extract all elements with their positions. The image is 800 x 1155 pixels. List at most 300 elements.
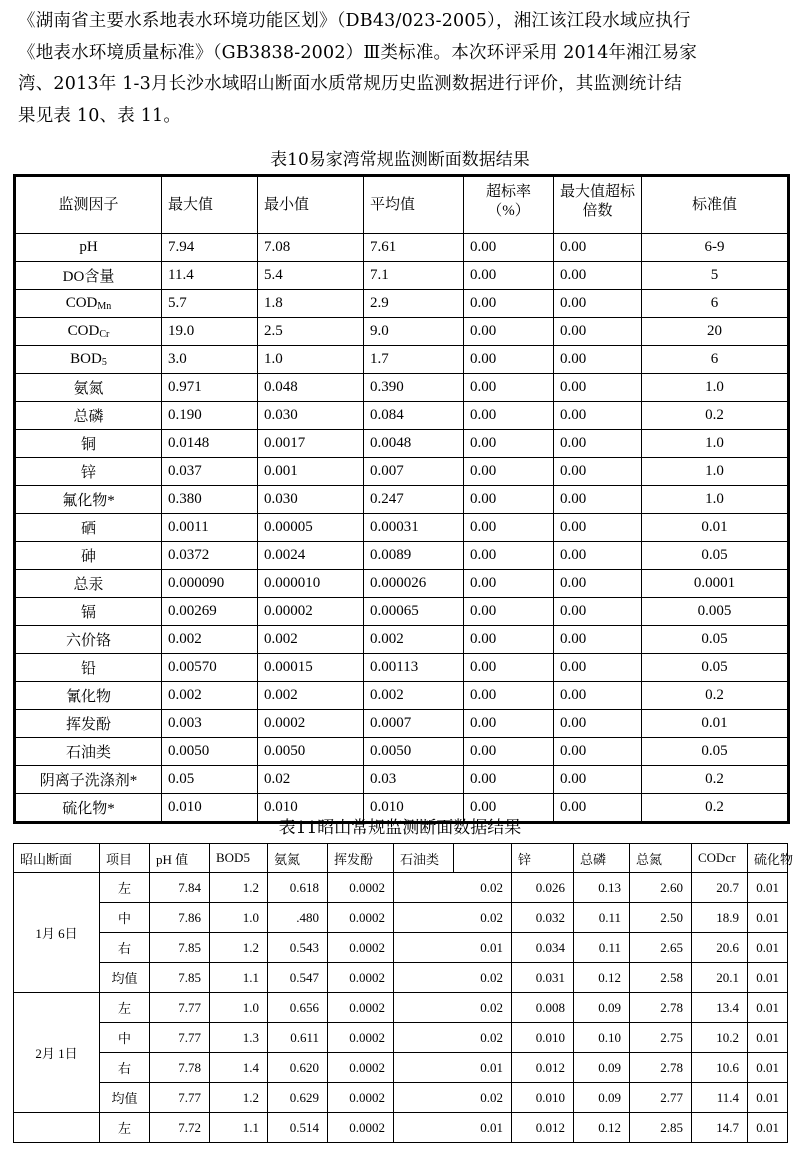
value-cell: 0.05 bbox=[642, 738, 789, 766]
value-cell: 0.0002 bbox=[328, 993, 394, 1023]
value-cell: 0.01 bbox=[748, 1083, 788, 1113]
value-cell: 0.002 bbox=[162, 626, 258, 654]
value-cell: 2.60 bbox=[630, 873, 692, 903]
value-cell: 0.0001 bbox=[642, 570, 789, 598]
value-cell: 0.00 bbox=[554, 738, 642, 766]
value-cell: 1.8 bbox=[258, 290, 364, 318]
date-cell: 2月 1日 bbox=[14, 993, 100, 1113]
value-cell: 10.6 bbox=[692, 1053, 748, 1083]
value-cell: 1.2 bbox=[210, 933, 268, 963]
table11-body bbox=[14, 873, 788, 1143]
value-cell: 0.01 bbox=[394, 933, 512, 963]
value-cell: 0.247 bbox=[364, 486, 464, 514]
factor-cell: 氟化物* bbox=[15, 486, 162, 514]
value-cell: 0.00 bbox=[554, 458, 642, 486]
table-row bbox=[14, 993, 788, 1023]
value-cell: 0.03 bbox=[364, 766, 464, 794]
value-cell: 0.00 bbox=[464, 458, 554, 486]
value-cell: 7.86 bbox=[150, 903, 210, 933]
intro-line: 湾、2013年 1-3月长沙水域昭山断面水质常规历史监测数据进行评价，其监测统计结 bbox=[18, 74, 682, 94]
factor-cell: $COD_{Cr}$ bbox=[15, 318, 162, 346]
value-cell: 2.78 bbox=[630, 1053, 692, 1083]
value-cell: 3.0 bbox=[162, 346, 258, 374]
header-cell: 项目 bbox=[100, 844, 150, 873]
date-cell bbox=[14, 1113, 100, 1143]
value-cell: 0.00269 bbox=[162, 598, 258, 626]
table-row bbox=[15, 290, 789, 318]
value-cell: 20 bbox=[642, 318, 789, 346]
factor-cell: 铅 bbox=[15, 654, 162, 682]
value-cell: 1.0 bbox=[642, 486, 789, 514]
table-row bbox=[15, 766, 789, 794]
value-cell: 0.0148 bbox=[162, 430, 258, 458]
value-cell: 0.00005 bbox=[258, 514, 364, 542]
factor-cell: 石油类 bbox=[15, 738, 162, 766]
value-cell: 0.05 bbox=[642, 654, 789, 682]
value-cell: 1.4 bbox=[210, 1053, 268, 1083]
factor-cell: 硒 bbox=[15, 514, 162, 542]
value-cell: 0.002 bbox=[258, 682, 364, 710]
header-cell: 最小值 bbox=[258, 176, 364, 234]
value-cell: 0.00 bbox=[464, 570, 554, 598]
value-cell: 0.00 bbox=[554, 374, 642, 402]
value-cell: 0.005 bbox=[642, 598, 789, 626]
value-cell: 7.84 bbox=[150, 873, 210, 903]
value-cell: 0.11 bbox=[574, 933, 630, 963]
table11-caption: 表11昭山常规监测断面数据结果 bbox=[278, 818, 522, 838]
value-cell: 0.032 bbox=[512, 903, 574, 933]
factor-cell: 镉 bbox=[15, 598, 162, 626]
intro-line: 《地表水环境质量标准》（GB3838-2002）Ⅲ类标准。本次环评采用 2014年湘江易家 bbox=[18, 42, 698, 63]
value-cell: 0.010 bbox=[364, 794, 464, 823]
value-cell: 18.9 bbox=[692, 903, 748, 933]
value-cell: 0.01 bbox=[748, 1023, 788, 1053]
value-cell: 0.618 bbox=[268, 873, 328, 903]
value-cell: 7.85 bbox=[150, 933, 210, 963]
value-cell: 0.007 bbox=[364, 458, 464, 486]
value-cell: 7.08 bbox=[258, 234, 364, 262]
value-cell: 0.390 bbox=[364, 374, 464, 402]
value-cell: 6 bbox=[642, 346, 789, 374]
value-cell: 10.2 bbox=[692, 1023, 748, 1053]
value-cell: 2.5 bbox=[258, 318, 364, 346]
value-cell: 1.1 bbox=[210, 1113, 268, 1143]
value-cell: 0.02 bbox=[394, 1083, 512, 1113]
value-cell: 0.0048 bbox=[364, 430, 464, 458]
value-cell: 2.50 bbox=[630, 903, 692, 933]
value-cell: 7.78 bbox=[150, 1053, 210, 1083]
table-row bbox=[14, 933, 788, 963]
table-row bbox=[15, 402, 789, 430]
value-cell: 0.037 bbox=[162, 458, 258, 486]
table-row bbox=[15, 262, 789, 290]
value-cell: 0.02 bbox=[394, 1023, 512, 1053]
table-row bbox=[15, 598, 789, 626]
value-cell: 1.1 bbox=[210, 963, 268, 993]
value-cell: 1.3 bbox=[210, 1023, 268, 1053]
value-cell: 0.00 bbox=[554, 262, 642, 290]
value-cell: 0.00 bbox=[464, 710, 554, 738]
intro-paragraph bbox=[18, 6, 788, 132]
value-cell: 0.0002 bbox=[328, 873, 394, 903]
table-row bbox=[14, 1023, 788, 1053]
value-cell: 0.00 bbox=[464, 542, 554, 570]
value-cell: 0.0002 bbox=[328, 1113, 394, 1143]
value-cell: 0.003 bbox=[162, 710, 258, 738]
header-cell bbox=[454, 844, 512, 873]
value-cell: 0.00 bbox=[464, 346, 554, 374]
value-cell: 0.00 bbox=[464, 766, 554, 794]
table-row bbox=[14, 1113, 788, 1143]
value-cell: 0.2 bbox=[642, 682, 789, 710]
value-cell: 0.00 bbox=[464, 654, 554, 682]
value-cell: 0.00 bbox=[554, 234, 642, 262]
table-row bbox=[15, 430, 789, 458]
value-cell: 0.026 bbox=[512, 873, 574, 903]
value-cell: 0.000026 bbox=[364, 570, 464, 598]
factor-cell: $BOD_5$ bbox=[15, 346, 162, 374]
value-cell: 5.4 bbox=[258, 262, 364, 290]
value-cell: 0.514 bbox=[268, 1113, 328, 1143]
value-cell: 0.00031 bbox=[364, 514, 464, 542]
table-row bbox=[14, 1083, 788, 1113]
value-cell: 0.12 bbox=[574, 1113, 630, 1143]
value-cell: 0.01 bbox=[748, 933, 788, 963]
value-cell: 6 bbox=[642, 290, 789, 318]
factor-cell: 六价铬 bbox=[15, 626, 162, 654]
value-cell: 0.01 bbox=[748, 1053, 788, 1083]
value-cell: 0.001 bbox=[258, 458, 364, 486]
value-cell: 0.2 bbox=[642, 402, 789, 430]
value-cell: 0.01 bbox=[642, 514, 789, 542]
value-cell: 0.00 bbox=[464, 430, 554, 458]
value-cell: 0.190 bbox=[162, 402, 258, 430]
value-cell: 0.00 bbox=[464, 794, 554, 823]
value-cell: 0.05 bbox=[162, 766, 258, 794]
value-cell: .480 bbox=[268, 903, 328, 933]
position-cell: 右 bbox=[100, 933, 150, 963]
value-cell: 0.00570 bbox=[162, 654, 258, 682]
value-cell: 0.00 bbox=[554, 346, 642, 374]
table-row bbox=[15, 318, 789, 346]
value-cell: 0.00 bbox=[464, 514, 554, 542]
value-cell: 0.010 bbox=[162, 794, 258, 823]
value-cell: 0.00 bbox=[554, 626, 642, 654]
value-cell: 0.09 bbox=[574, 1053, 630, 1083]
value-cell: 0.00 bbox=[554, 290, 642, 318]
value-cell: 2.65 bbox=[630, 933, 692, 963]
table-row bbox=[15, 486, 789, 514]
header-cell: 监测因子 bbox=[15, 176, 162, 234]
value-cell: 7.1 bbox=[364, 262, 464, 290]
table-row bbox=[15, 542, 789, 570]
value-cell: 0.01 bbox=[394, 1053, 512, 1083]
value-cell: 0.012 bbox=[512, 1113, 574, 1143]
value-cell: 0.11 bbox=[574, 903, 630, 933]
position-cell: 左 bbox=[100, 993, 150, 1023]
value-cell: 0.010 bbox=[512, 1083, 574, 1113]
value-cell: 0.0050 bbox=[258, 738, 364, 766]
value-cell: 0.00 bbox=[554, 514, 642, 542]
factor-cell: 总磷 bbox=[15, 402, 162, 430]
factor-cell: pH bbox=[15, 234, 162, 262]
value-cell: 0.629 bbox=[268, 1083, 328, 1113]
header-cell: pH 值 bbox=[150, 844, 210, 873]
value-cell: 0.971 bbox=[162, 374, 258, 402]
table-row bbox=[15, 682, 789, 710]
value-cell: 7.72 bbox=[150, 1113, 210, 1143]
value-cell: 0.01 bbox=[748, 873, 788, 903]
value-cell: 0.12 bbox=[574, 963, 630, 993]
value-cell: 0.01 bbox=[748, 963, 788, 993]
value-cell: 0.00 bbox=[464, 402, 554, 430]
value-cell: 0.01 bbox=[748, 1113, 788, 1143]
value-cell: 0.084 bbox=[364, 402, 464, 430]
value-cell: 0.00015 bbox=[258, 654, 364, 682]
value-cell: 1.0 bbox=[642, 374, 789, 402]
value-cell: 0.00 bbox=[464, 682, 554, 710]
value-cell: 0.00 bbox=[464, 290, 554, 318]
table-row bbox=[14, 903, 788, 933]
intro-line: 《湖南省主要水系地表水环境功能区划》（DB43/023-2005），湘江该江段水域应执行 bbox=[18, 11, 691, 31]
header-cell: 锌 bbox=[512, 844, 574, 873]
value-cell: 0.05 bbox=[642, 542, 789, 570]
value-cell: 0.00 bbox=[464, 262, 554, 290]
factor-cell: 锌 bbox=[15, 458, 162, 486]
value-cell: 0.00 bbox=[464, 318, 554, 346]
header-cell: 最大值 bbox=[162, 176, 258, 234]
value-cell: 0.00 bbox=[554, 794, 642, 823]
value-cell: 0.0002 bbox=[328, 933, 394, 963]
value-cell: 0.031 bbox=[512, 963, 574, 993]
value-cell: 7.85 bbox=[150, 963, 210, 993]
value-cell: 0.0007 bbox=[364, 710, 464, 738]
value-cell: 0.030 bbox=[258, 402, 364, 430]
value-cell: 0.05 bbox=[642, 626, 789, 654]
value-cell: 0.0002 bbox=[328, 903, 394, 933]
value-cell: 0.00 bbox=[554, 570, 642, 598]
header-cell: 挥发酚 bbox=[328, 844, 394, 873]
header-cell: 氨氮 bbox=[268, 844, 328, 873]
table-row bbox=[14, 1053, 788, 1083]
value-cell: 0.00 bbox=[464, 374, 554, 402]
value-cell: 2.78 bbox=[630, 993, 692, 1023]
value-cell: 5.7 bbox=[162, 290, 258, 318]
value-cell: 0.0372 bbox=[162, 542, 258, 570]
value-cell: 0.656 bbox=[268, 993, 328, 1023]
value-cell: 7.61 bbox=[364, 234, 464, 262]
value-cell: 1.2 bbox=[210, 873, 268, 903]
intro-line: 果见表 10、表 11。 bbox=[18, 105, 182, 126]
header-cell: BOD5 bbox=[210, 844, 268, 873]
table10-header-row bbox=[15, 176, 789, 234]
value-cell: 1.0 bbox=[642, 458, 789, 486]
value-cell: 0.0002 bbox=[328, 1083, 394, 1113]
value-cell: 0.010 bbox=[258, 794, 364, 823]
table-row bbox=[15, 738, 789, 766]
value-cell: 7.94 bbox=[162, 234, 258, 262]
table-row bbox=[14, 963, 788, 993]
date-cell: 1月 6日 bbox=[14, 873, 100, 993]
value-cell: 0.611 bbox=[268, 1023, 328, 1053]
position-cell: 左 bbox=[100, 873, 150, 903]
value-cell: 0.2 bbox=[642, 794, 789, 823]
position-cell: 左 bbox=[100, 1113, 150, 1143]
table-row bbox=[15, 710, 789, 738]
value-cell: 0.00 bbox=[554, 682, 642, 710]
value-cell: 5 bbox=[642, 262, 789, 290]
value-cell: 1.0 bbox=[642, 430, 789, 458]
table-row bbox=[15, 346, 789, 374]
value-cell: 11.4 bbox=[692, 1083, 748, 1113]
value-cell: 0.0017 bbox=[258, 430, 364, 458]
value-cell: 0.01 bbox=[394, 1113, 512, 1143]
table-row bbox=[15, 234, 789, 262]
value-cell: 0.00 bbox=[464, 626, 554, 654]
value-cell: 0.0002 bbox=[328, 1053, 394, 1083]
value-cell: 0.10 bbox=[574, 1023, 630, 1053]
header-cell: 平均值 bbox=[364, 176, 464, 234]
position-cell: 右 bbox=[100, 1053, 150, 1083]
table-row bbox=[15, 626, 789, 654]
header-cell: 石油类 bbox=[394, 844, 454, 873]
value-cell: 0.00 bbox=[554, 486, 642, 514]
value-cell: 0.000090 bbox=[162, 570, 258, 598]
value-cell: 0.00 bbox=[554, 430, 642, 458]
value-cell: 0.002 bbox=[162, 682, 258, 710]
table11 bbox=[13, 843, 794, 1143]
value-cell: 2.77 bbox=[630, 1083, 692, 1113]
table-row bbox=[15, 654, 789, 682]
value-cell: 0.02 bbox=[394, 993, 512, 1023]
value-cell: 2.85 bbox=[630, 1113, 692, 1143]
value-cell: 0.00113 bbox=[364, 654, 464, 682]
header-cell: 总氮 bbox=[630, 844, 692, 873]
value-cell: 11.4 bbox=[162, 262, 258, 290]
value-cell: 0.034 bbox=[512, 933, 574, 963]
value-cell: 0.0050 bbox=[364, 738, 464, 766]
value-cell: 20.7 bbox=[692, 873, 748, 903]
value-cell: 0.00 bbox=[464, 486, 554, 514]
header-cell: 超标率（%） bbox=[464, 176, 554, 234]
header-cell: 总磷 bbox=[574, 844, 630, 873]
value-cell: 2.9 bbox=[364, 290, 464, 318]
value-cell: 0.0089 bbox=[364, 542, 464, 570]
header-cell: CODcr bbox=[692, 844, 748, 873]
value-cell: 0.0024 bbox=[258, 542, 364, 570]
value-cell: 0.002 bbox=[364, 626, 464, 654]
value-cell: 0.002 bbox=[364, 682, 464, 710]
position-cell: 均值 bbox=[100, 1083, 150, 1113]
value-cell: 0.01 bbox=[642, 710, 789, 738]
value-cell: 0.00 bbox=[554, 402, 642, 430]
value-cell: 0.547 bbox=[268, 963, 328, 993]
value-cell: 0.0002 bbox=[328, 1023, 394, 1053]
factor-cell: 总汞 bbox=[15, 570, 162, 598]
factor-cell: DO含量 bbox=[15, 262, 162, 290]
value-cell: 2.75 bbox=[630, 1023, 692, 1053]
factor-cell: 铜 bbox=[15, 430, 162, 458]
value-cell: 6-9 bbox=[642, 234, 789, 262]
value-cell: 7.77 bbox=[150, 1023, 210, 1053]
value-cell: 0.048 bbox=[258, 374, 364, 402]
value-cell: 0.00 bbox=[554, 654, 642, 682]
value-cell: 2.58 bbox=[630, 963, 692, 993]
value-cell: 1.2 bbox=[210, 1083, 268, 1113]
value-cell: 7.77 bbox=[150, 993, 210, 1023]
value-cell: 0.02 bbox=[258, 766, 364, 794]
value-cell: 0.00 bbox=[464, 738, 554, 766]
value-cell: 0.02 bbox=[394, 873, 512, 903]
value-cell: 0.012 bbox=[512, 1053, 574, 1083]
value-cell: 0.0050 bbox=[162, 738, 258, 766]
value-cell: 0.2 bbox=[642, 766, 789, 794]
value-cell: 0.00 bbox=[554, 598, 642, 626]
value-cell: 0.0011 bbox=[162, 514, 258, 542]
position-cell: 中 bbox=[100, 1023, 150, 1053]
value-cell: 1.0 bbox=[210, 993, 268, 1023]
table-row bbox=[15, 514, 789, 542]
value-cell: 0.543 bbox=[268, 933, 328, 963]
header-cell: 标准值 bbox=[642, 176, 789, 234]
header-cell: 硫化物 bbox=[748, 844, 788, 873]
table10-body bbox=[15, 234, 789, 823]
value-cell: 0.09 bbox=[574, 993, 630, 1023]
value-cell: 0.030 bbox=[258, 486, 364, 514]
value-cell: 1.7 bbox=[364, 346, 464, 374]
value-cell: 0.010 bbox=[512, 1023, 574, 1053]
header-cell: 最大值超标倍数 bbox=[554, 176, 642, 234]
table-row bbox=[15, 570, 789, 598]
value-cell: 7.77 bbox=[150, 1083, 210, 1113]
value-cell: 0.380 bbox=[162, 486, 258, 514]
value-cell: 0.00 bbox=[554, 542, 642, 570]
value-cell: 0.008 bbox=[512, 993, 574, 1023]
position-cell: 均值 bbox=[100, 963, 150, 993]
table11-header-row bbox=[14, 844, 788, 873]
table-row bbox=[14, 873, 788, 903]
header-cell: 昭山断面 bbox=[14, 844, 100, 873]
value-cell: 1.0 bbox=[210, 903, 268, 933]
value-cell: 20.1 bbox=[692, 963, 748, 993]
value-cell: 1.0 bbox=[258, 346, 364, 374]
value-cell: 0.00002 bbox=[258, 598, 364, 626]
factor-cell: 挥发酚 bbox=[15, 710, 162, 738]
factor-cell: 硫化物* bbox=[15, 794, 162, 823]
value-cell: 13.4 bbox=[692, 993, 748, 1023]
table10 bbox=[13, 174, 790, 824]
value-cell: 14.7 bbox=[692, 1113, 748, 1143]
factor-cell: 氨氮 bbox=[15, 374, 162, 402]
factor-cell: 氰化物 bbox=[15, 682, 162, 710]
position-cell: 中 bbox=[100, 903, 150, 933]
table-row bbox=[15, 458, 789, 486]
value-cell: 0.00 bbox=[554, 710, 642, 738]
value-cell: 0.13 bbox=[574, 873, 630, 903]
factor-cell: 阴离子洗涤剂* bbox=[15, 766, 162, 794]
table10-caption: 表10易家湾常规监测断面数据结果 bbox=[270, 150, 530, 170]
value-cell: 0.0002 bbox=[258, 710, 364, 738]
value-cell: 9.0 bbox=[364, 318, 464, 346]
value-cell: 0.00 bbox=[464, 598, 554, 626]
value-cell: 0.00065 bbox=[364, 598, 464, 626]
value-cell: 0.0002 bbox=[328, 963, 394, 993]
factor-cell: $COD_{Mn}$ bbox=[15, 290, 162, 318]
value-cell: 0.000010 bbox=[258, 570, 364, 598]
value-cell: 0.02 bbox=[394, 903, 512, 933]
factor-cell: 砷 bbox=[15, 542, 162, 570]
value-cell: 0.01 bbox=[748, 993, 788, 1023]
